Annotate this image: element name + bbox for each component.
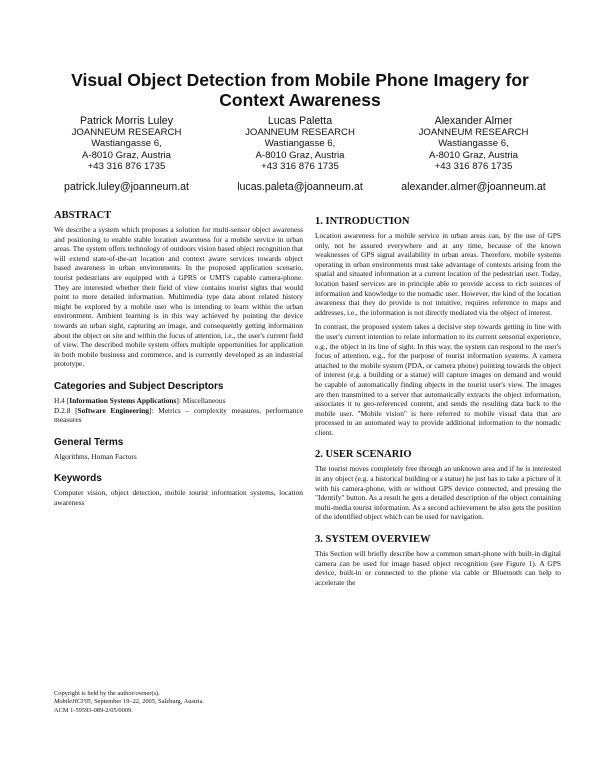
conference-name: MobileHCI'05	[54, 698, 91, 706]
intro-paragraph-2: In contrast, the proposed system takes a decisive step towards getting in line with the user's current intention to relate information to its current sensorial experience, e.g., the object in its line of sight. In this way, the system can respond to the user's focus of attention, e.g., for the purpose of tourist information systems. A camera attached to the mobile system (PDA, or camera phone) pointing towards the object of interest (e.g. a building or a statue) will capture images on demand and would be capable of automatically finding objects in the tourist user's view. The images are then transmitted to a server that automatically extracts the object information, associates it to geo-referenced content, and sends the resulting data back to the mobile user. "Mobile vision" is here referred to mobile visual data that are processed in an automated way to provide additional information to the nomadic client.	[315, 322, 561, 437]
categories-heading: Categories and Subject Descriptors	[54, 380, 224, 392]
category-line-1	[54, 396, 303, 406]
author-phone: +43 316 876 1735	[434, 161, 513, 173]
category-code: H.4 [	[54, 395, 70, 405]
section-heading-user-scenario: 2. USER SCENARIO	[315, 449, 412, 461]
categories-section	[54, 381, 303, 425]
copyright-notice	[54, 690, 303, 715]
author-block	[40, 115, 560, 193]
category-line-2	[54, 406, 303, 425]
author-street: Wastiangasse 6,	[264, 138, 336, 150]
category-code: D.2.8 [	[54, 405, 78, 415]
category-name: Information Systems Applications	[69, 395, 177, 405]
author-org: JOANNEUM RESEARCH	[71, 127, 182, 138]
section-heading-introduction: 1. INTRODUCTION	[315, 216, 410, 227]
general-terms-text: Algorithms, Human Factors	[54, 451, 137, 461]
abstract-text: We describe a system which proposes a solution for multi-sensor object awareness and positioning to enable stable location awareness for a mobile service in urban areas. The system offers technology of outdoors vision based object recognition that will extend state-of-the-art location and context aware services towards object based awareness in urban environments. In the proposed application scenario, tourist pedestrians are equipped with a GPRS or UMTS capable camera-phone. They are interested whether their field of view contains tourist sights that would point to more detailed information. Multimedia type data about related history might be explored by a mobile user who is intending to learn within the urban environment. Ambient learning is in this way achieved by pointing the device towards an urban sight, capturing an image, and consequently getting information about the object on site and within the focus of attention, i.e., the user's current field of view. The described mobile system offers multiple opportunities for application in both mobile business and commerce, and is currently developed as an industrial prototype.	[54, 225, 303, 369]
author-email[interactable]: patrick.luley@joanneum.at	[64, 180, 189, 193]
copyright-line-2	[54, 698, 303, 706]
author-city: A-8010 Graz, Austria	[428, 149, 519, 161]
section-heading-system-overview: 3. SYSTEM OVERVIEW	[315, 534, 431, 546]
author-street: Wastiangasse 6,	[91, 138, 162, 150]
keywords-heading: Keywords	[54, 473, 102, 485]
author-phone: +43 316 876 1735	[261, 161, 339, 173]
author-phone: +43 316 876 1735	[87, 161, 166, 173]
conference-details: , September 19–22, 2005, Salzburg, Austria.	[90, 698, 204, 706]
author-email[interactable]: lucas.paleta@joanneum.at	[237, 180, 363, 193]
author-3	[387, 115, 560, 193]
category-rest: ]: Metrics – complexity measures, performance measures	[54, 405, 304, 425]
author-org: JOANNEUM RESEARCH	[418, 127, 529, 138]
author-email[interactable]: alexander.almer@joanneum.at	[401, 180, 546, 193]
left-column	[54, 210, 303, 507]
author-city: A-8010 Graz, Austria	[81, 149, 172, 161]
author-city: A-8010 Graz, Austria	[255, 149, 345, 161]
paper-title: Visual Object Detection from Mobile Phone Imagery for Context Awareness	[71, 70, 529, 110]
copyright-line-1: Copyright is held by the author/owner(s).	[54, 690, 160, 697]
system-overview-paragraph: This Section will briefly describe how a common smart-phone with built-in digital camera can be used for image based object recognition (see Figure 1). A GPS device, built-in or connected to the phone via cable or Bluetooth can help to accelerate the	[315, 549, 561, 587]
copyright-line-3: ACM 1-59593-089-2/05/0009.	[54, 706, 133, 714]
general-terms-section	[54, 437, 303, 462]
author-1	[40, 115, 213, 193]
author-org: JOANNEUM RESEARCH	[245, 127, 355, 138]
right-column	[315, 216, 561, 592]
keywords-section	[54, 473, 303, 507]
author-name: Lucas Paletta	[267, 115, 333, 127]
category-rest: ]: Miscellaneous	[176, 395, 226, 405]
category-name: Software Engineering	[77, 405, 149, 415]
user-scenario-paragraph: The tourist moves completely free through an unknown area and if he is interested in any object (e.g. a historical building or a statue) he just has to take a picture of it with his camera-phone, with or without GPS device connected, and pressing the "Identify" button. As a result he gets a detailed description of the object containing multi-media tourist information. As a second achievement he also gets the position of the identified object which can be used for navigation.	[315, 464, 561, 522]
author-name: Alexander Almer	[434, 115, 513, 127]
general-terms-heading: General Terms	[54, 436, 124, 448]
keywords-text: Computer vision, object detection, mobile tourist information systems, location awareness	[54, 488, 303, 507]
system-overview-section	[315, 534, 561, 587]
author-street: Wastiangasse 6,	[438, 138, 509, 150]
intro-paragraph-1: Location awareness for a mobile service in urban areas can, by the use of GPS only, not be assured everywhere and at any time, because of the known weaknesses of GPS signal availability in urban areas. Therefore, mobile systems operating in urban environments must take advantage of contexts arising from the spatial and situated information at a current location of the pedestrian user. Today, location based services are in principle able to provide access to rich sources of information and knowledge to the nomadic user. However, the kind of the location awareness that they do provide is not intuitive, requires reference to maps and addresses, i.e., the information is not directly mediated via the object of interest.	[315, 231, 561, 317]
user-scenario-section	[315, 449, 561, 522]
author-2	[214, 115, 387, 193]
author-name: Patrick Morris Luley	[79, 115, 173, 127]
abstract-heading: ABSTRACT	[54, 210, 112, 221]
